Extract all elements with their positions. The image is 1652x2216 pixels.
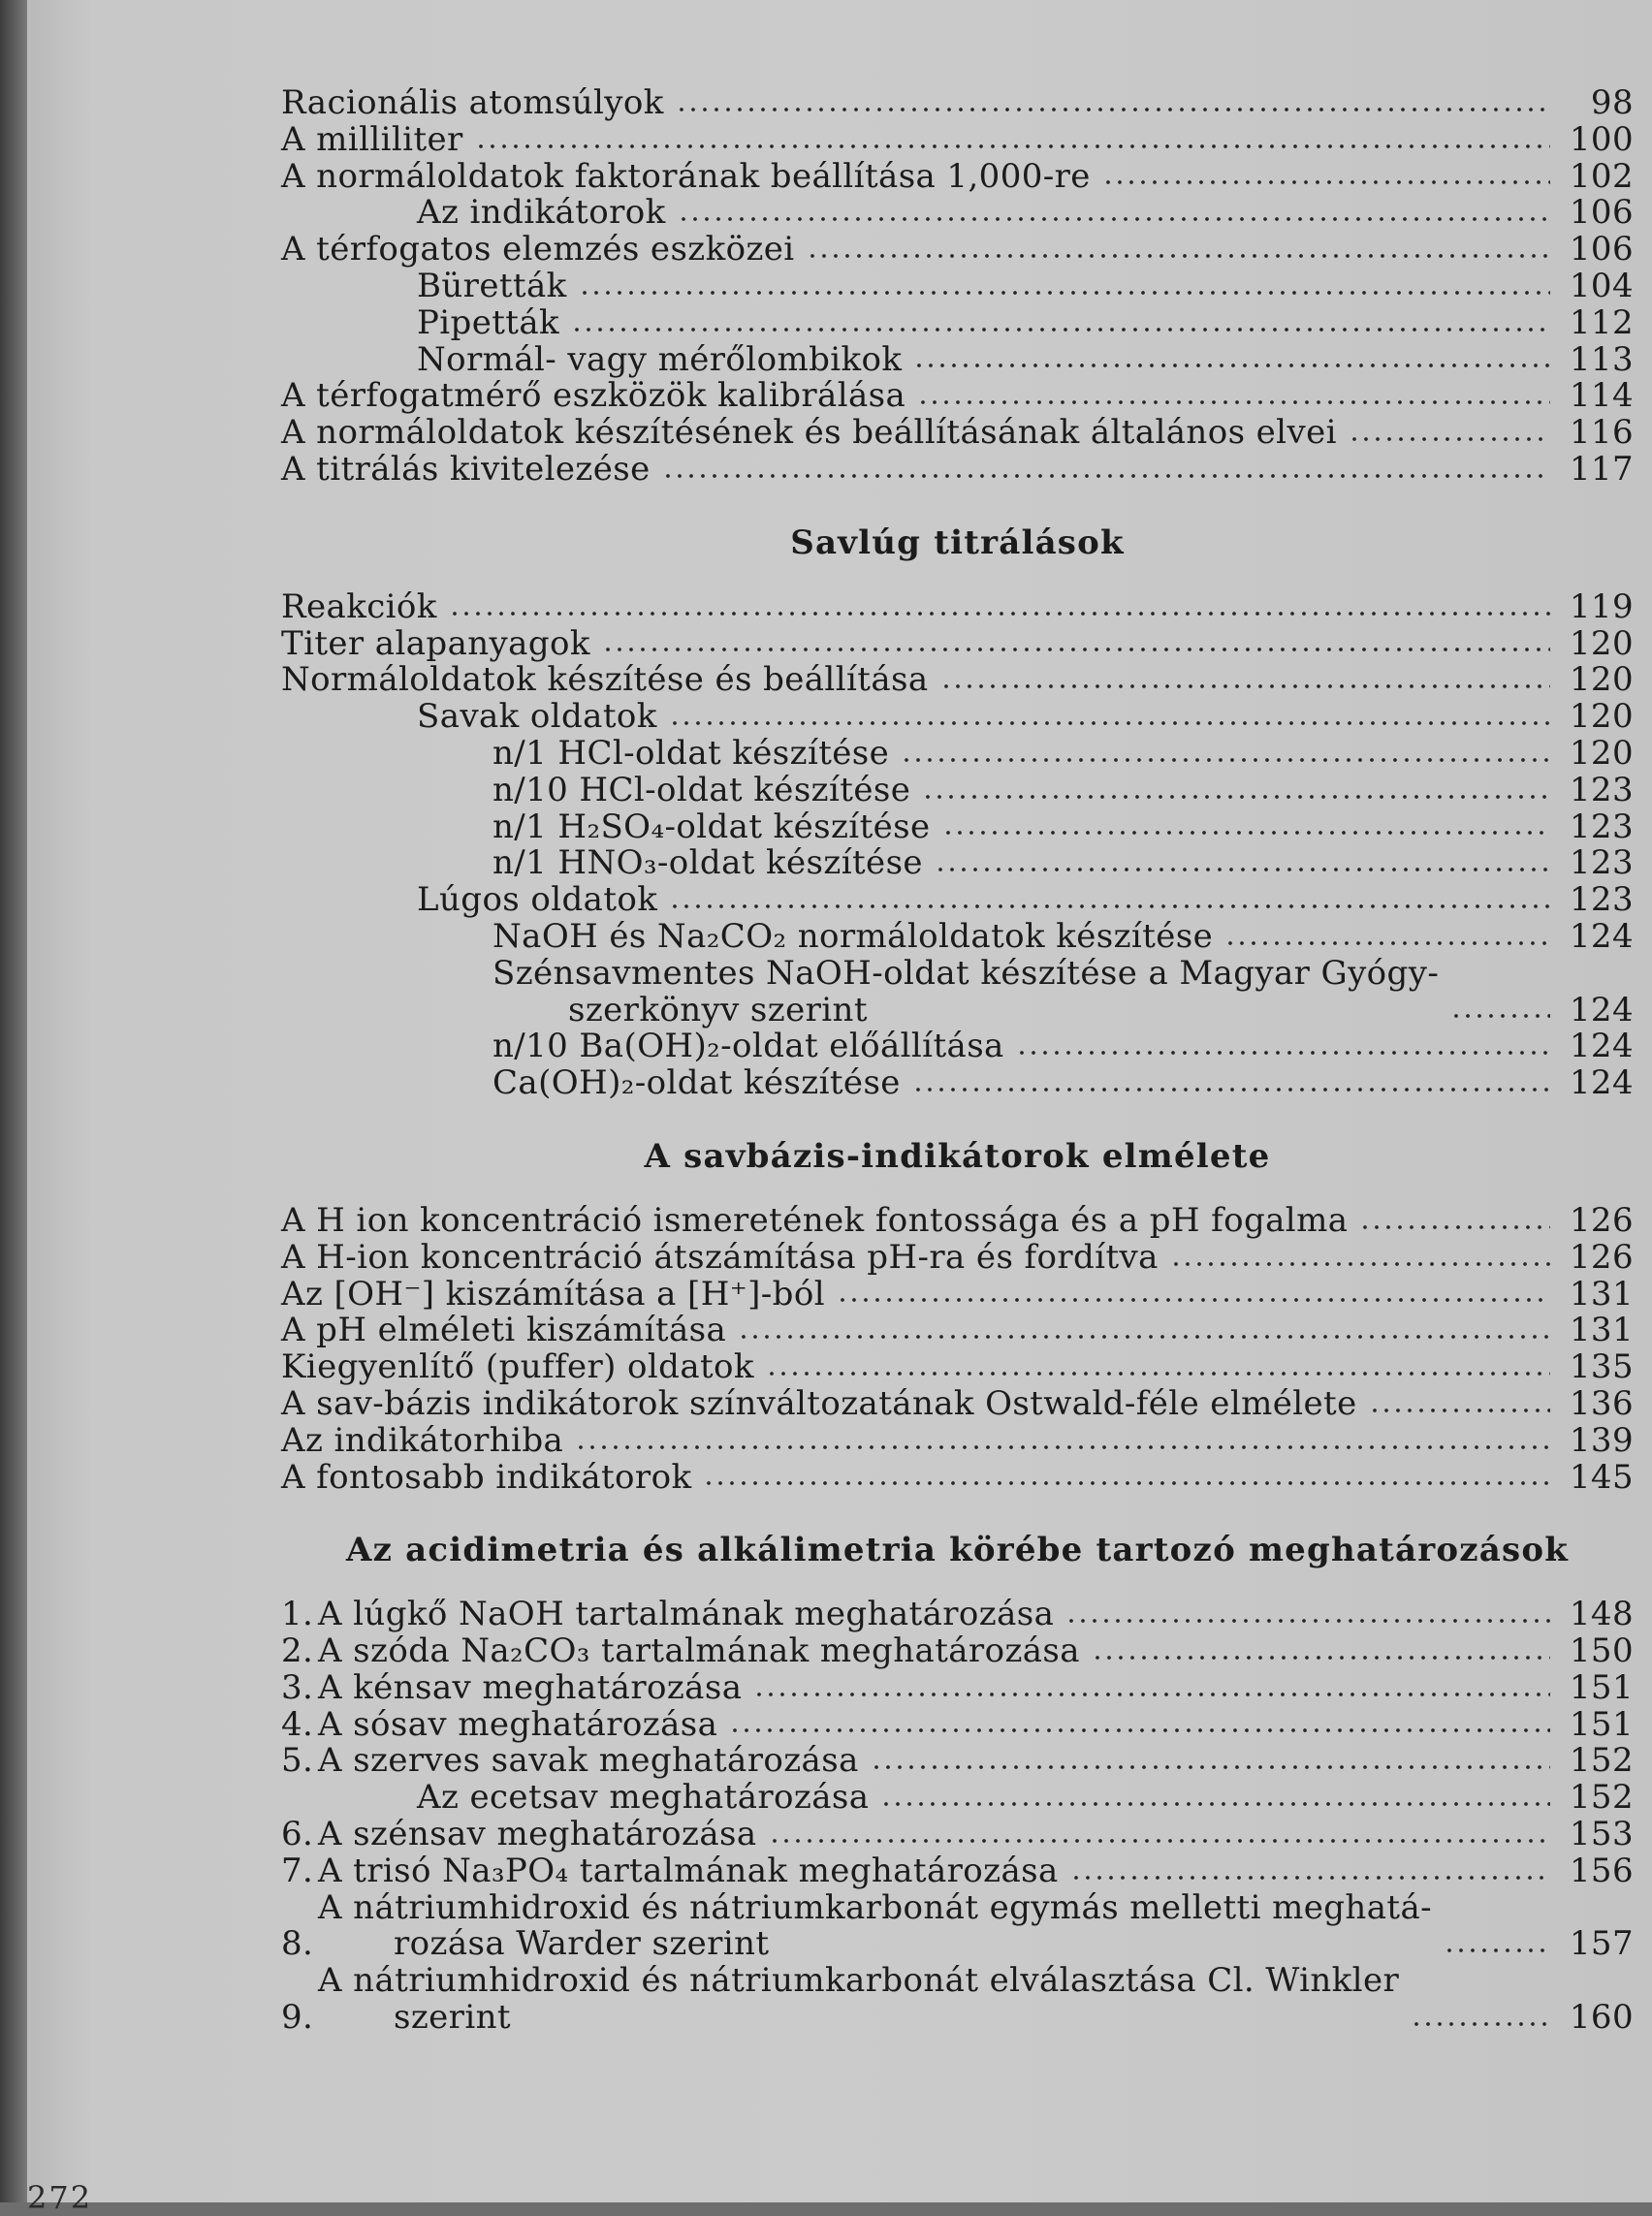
entry-page-number: 160: [1569, 1998, 1634, 2038]
entry-page-number: 145: [1569, 1457, 1634, 1497]
entry-title: [492, 1065, 901, 1102]
dot-leader: [913, 362, 1550, 369]
entry-title-text: Az ecetsav meghatározása: [417, 1778, 870, 1818]
dot-leader: [837, 1296, 1550, 1304]
toc-entry: [281, 232, 1634, 269]
toc-entry: [281, 1743, 1634, 1780]
entry-number: 1.: [281, 1595, 314, 1634]
toc-entry: [281, 1704, 1634, 1744]
entry-title: [492, 916, 1214, 956]
dot-leader: [669, 902, 1550, 910]
toc-entry: [281, 119, 1634, 159]
toc-entry: [281, 156, 1634, 196]
entry-title: [281, 378, 905, 415]
entry-page-number: 136: [1569, 1383, 1634, 1423]
dot-leader: [935, 866, 1550, 873]
toc-entry: [281, 1817, 1634, 1853]
entry-title-text: A H ion koncentráció ismeretének fontossága és a pH fogalma: [281, 1200, 1349, 1240]
entry-title-text: A lúgkő NaOH tartalmának meghatározása: [318, 1595, 1055, 1634]
entry-page-number: 123: [1569, 770, 1634, 809]
toc-entry: [281, 882, 1634, 919]
dot-leader: [1450, 1012, 1550, 1020]
entry-title: [417, 302, 560, 342]
dot-leader: [1102, 178, 1550, 186]
entry-page-number: 100: [1569, 119, 1634, 159]
entry-title: [281, 415, 1337, 452]
entry-page-number: 113: [1569, 339, 1634, 379]
dot-leader: [880, 1800, 1550, 1808]
entry-number: 3.: [281, 1667, 314, 1707]
toc-entry: [281, 339, 1634, 379]
entry-title: [318, 1817, 757, 1853]
entry-title-text: n/10 Ba(OH)₂-oldat előállítása: [492, 1027, 1004, 1066]
entry-title-text: n/1 HCl-oldat készítése: [492, 733, 890, 773]
entry-page-number: 152: [1569, 1741, 1634, 1781]
entry-title: [417, 699, 657, 736]
dot-leader: [1065, 1617, 1550, 1625]
entry-title-text: A milliliter: [281, 119, 463, 159]
entry-page-number: 148: [1569, 1595, 1634, 1634]
entry-title: [318, 1633, 1080, 1670]
entry-title-text: A titrálás kivitelezése: [281, 449, 651, 489]
toc-entry: [281, 770, 1634, 809]
dot-leader: [753, 1691, 1550, 1698]
toc-entry: [281, 916, 1634, 956]
entry-page-number: 116: [1569, 413, 1634, 453]
entry-title-text: A kénsav meghatározása: [318, 1667, 743, 1707]
toc-entry: [281, 699, 1634, 736]
dot-leader: [571, 326, 1550, 333]
dot-leader: [807, 252, 1550, 260]
entry-title: [281, 156, 1091, 196]
toc-entry: [281, 302, 1634, 342]
entry-title: [281, 1200, 1349, 1240]
entry-page-number: 120: [1569, 660, 1634, 700]
entry-page-number: 112: [1569, 302, 1634, 342]
section-heading: Az acidimetria és alkálimetria körébe tartozó meghatározások: [346, 1531, 1569, 1570]
dot-leader: [901, 756, 1550, 764]
entry-title-text: A trisó Na₃PO₄ tartalmának meghatározása: [318, 1851, 1059, 1890]
entry-title: [281, 1237, 1159, 1277]
entry-title: [417, 1780, 869, 1817]
entry-number: 4.: [281, 1704, 314, 1744]
entry-page-number: 120: [1569, 623, 1634, 663]
book-page: [27, 0, 1652, 2216]
entry-page-number: 152: [1569, 1778, 1634, 1818]
entry-page-number: 131: [1569, 1311, 1634, 1350]
dot-leader: [575, 1443, 1550, 1451]
entry-title-text: A nátriumhidroxid és nátriumkarbonát egymás melletti meghatá-: [318, 1887, 1433, 1927]
entry-title: [281, 623, 590, 663]
table-of-contents: [281, 85, 1634, 2037]
toc-entry: [281, 586, 1634, 626]
entry-title-text: A szóda Na₂CO₃ tartalmának meghatározása: [318, 1631, 1080, 1671]
entry-page-number: 126: [1569, 1237, 1634, 1277]
dot-leader: [917, 398, 1550, 406]
entry-title-text: Pipetták: [417, 302, 560, 342]
entry-title-text: A sav-bázis indikátorok színváltozatának Ostwald-féle elmélete: [281, 1383, 1357, 1423]
entry-number: 6.: [281, 1815, 314, 1854]
entry-title-text: A sósav meghatározása: [318, 1704, 718, 1744]
entry-title-text: A fontosabb indikátorok: [281, 1457, 692, 1497]
toc-entry: [281, 1313, 1634, 1349]
entry-title: [281, 1349, 754, 1386]
dot-leader: [1444, 1947, 1550, 1954]
dot-leader: [769, 1837, 1550, 1845]
entry-title: [281, 1457, 692, 1497]
dot-leader: [703, 1479, 1550, 1487]
toc-entry: [281, 1420, 1634, 1460]
dot-leader: [766, 1370, 1550, 1377]
entry-title: [417, 339, 903, 379]
toc-entry: [281, 1853, 1634, 1890]
toc-entry: [281, 266, 1634, 305]
entry-title-text: n/10 HCl-oldat készítése: [492, 770, 911, 809]
entry-title-text: Titer alapanyagok: [281, 623, 590, 663]
entry-title-text: A térfogatmérő eszközök kalibrálása: [281, 376, 906, 416]
section-heading: Savlúg titrálások: [790, 522, 1125, 562]
toc-entry: [281, 1065, 1634, 1102]
dot-leader: [579, 289, 1550, 297]
entry-number: 9.: [281, 1998, 314, 2038]
entry-page-number: 124: [1569, 1027, 1634, 1066]
entry-title-text: Az [OH⁻] kiszámítása a [H⁺]-ból: [281, 1274, 825, 1314]
toc-entry: [281, 1383, 1634, 1423]
entry-title-text: A szerves savak meghatározása: [318, 1741, 859, 1781]
page-number: 272: [27, 2179, 93, 2216]
entry-number: 8.: [281, 1924, 314, 1964]
entry-title-text: n/1 H₂SO₄-oldat készítése: [492, 807, 931, 846]
entry-page-number: 124: [1569, 990, 1634, 1029]
entry-page-number: 151: [1569, 1667, 1634, 1707]
dot-leader: [1359, 1223, 1550, 1231]
toc-entry: [281, 733, 1634, 773]
dot-leader: [912, 1086, 1550, 1093]
section-heading: A savbázis-indikátorok elmélete: [644, 1136, 1271, 1176]
entry-title: [281, 232, 795, 269]
dot-leader: [1170, 1260, 1550, 1268]
toc-entry: [281, 415, 1634, 452]
entry-title: [492, 733, 890, 773]
entry-page-number: 139: [1569, 1420, 1634, 1460]
dot-leader: [676, 106, 1550, 113]
toc-entry: [281, 1349, 1634, 1386]
entry-title-text: Szénsavmentes NaOH-oldat készítése a Magyar Gyógy-: [492, 953, 1440, 993]
dot-leader: [1411, 2020, 1550, 2028]
entry-page-number: 157: [1569, 1924, 1634, 1964]
entry-page-number: 106: [1569, 193, 1634, 233]
entry-page-number: 114: [1569, 376, 1634, 416]
entry-title-text: Büretták: [417, 266, 567, 305]
entry-page-number: 123: [1569, 807, 1634, 846]
toc-entry: [281, 1963, 1634, 2037]
entry-title: [492, 845, 923, 882]
entry-title-continuation: szerkönyv szerint: [568, 990, 868, 1029]
dot-leader: [602, 646, 1550, 653]
toc-entry: [281, 1780, 1634, 1817]
entry-title: [281, 1274, 825, 1314]
toc-entry: [281, 1667, 1634, 1707]
dot-leader: [1070, 1874, 1550, 1882]
entry-number: 5.: [281, 1741, 314, 1781]
entry-page-number: 123: [1569, 843, 1634, 883]
entry-title-continuation: rozása Warder szerint: [394, 1924, 770, 1964]
entry-page-number: 120: [1569, 733, 1634, 773]
dot-leader: [738, 1333, 1550, 1341]
toc-entry: [281, 195, 1634, 232]
toc-entry: [281, 809, 1634, 846]
toc-entry: [281, 1887, 1634, 1964]
dot-leader: [942, 829, 1550, 837]
entry-title: [492, 1029, 1004, 1065]
dot-leader: [940, 682, 1550, 690]
entry-page-number: 120: [1569, 697, 1634, 737]
entry-title: [318, 1743, 859, 1780]
entry-title-text: Reakciók: [281, 586, 437, 626]
book-spine-shadow: [0, 0, 27, 2202]
entry-title: [318, 1887, 1433, 1964]
entry-title: [281, 1383, 1357, 1423]
toc-entry: [281, 85, 1634, 122]
entry-title-text: Az indikátorhiba: [281, 1420, 564, 1460]
toc-entry: [281, 1597, 1634, 1633]
entry-number: 2.: [281, 1631, 314, 1671]
entry-title: [417, 195, 666, 232]
entry-title-text: Normál- vagy mérőlombikok: [417, 339, 903, 379]
toc-entry: [281, 845, 1634, 882]
entry-title-text: Ca(OH)₂-oldat készítése: [492, 1063, 901, 1103]
dot-leader: [1092, 1654, 1550, 1662]
entry-page-number: 124: [1569, 1063, 1634, 1103]
toc-entry: [281, 1200, 1634, 1240]
entry-title-text: A normáloldatok készítésének és beállításának általános elvei: [281, 413, 1337, 453]
entry-page-number: 153: [1569, 1815, 1634, 1854]
entry-title: [281, 449, 651, 489]
entry-page-number: 104: [1569, 266, 1634, 305]
entry-page-number: 98: [1590, 83, 1634, 122]
entry-page-number: 135: [1569, 1347, 1634, 1387]
entry-title-text: A szénsav meghatározása: [318, 1815, 757, 1854]
dot-leader: [1349, 435, 1550, 443]
entry-title: [281, 119, 463, 159]
entry-page-number: 119: [1569, 586, 1634, 626]
dot-leader: [729, 1726, 1550, 1734]
dot-leader: [475, 142, 1550, 150]
entry-page-number: 117: [1569, 449, 1634, 489]
entry-title: [281, 1313, 726, 1349]
entry-title: [417, 266, 567, 305]
dot-leader: [1224, 939, 1550, 947]
entry-title: [318, 1667, 743, 1707]
entry-title: [318, 1853, 1059, 1890]
dot-leader: [662, 472, 1550, 480]
entry-page-number: 156: [1569, 1851, 1634, 1890]
toc-entry: [281, 623, 1634, 663]
entry-title: [318, 1597, 1054, 1633]
entry-page-number: 124: [1569, 916, 1634, 956]
entry-page-number: 131: [1569, 1274, 1634, 1314]
entry-title-text: NaOH és Na₂CO₂ normáloldatok készítése: [492, 916, 1214, 956]
toc-entry: [281, 1274, 1634, 1314]
toc-entry: [281, 1237, 1634, 1277]
entry-title-text: A nátriumhidroxid és nátriumkarbonát elválasztása Cl. Winkler: [318, 1961, 1400, 2001]
entry-title: [281, 85, 664, 122]
entry-title: [318, 1704, 718, 1744]
entry-title: [417, 882, 657, 919]
entry-title-text: A normáloldatok faktorának beállítása 1,000-re: [281, 156, 1091, 196]
entry-title: [281, 662, 929, 699]
entry-title-text: A térfogatos elemzés eszközei: [281, 230, 795, 269]
toc-entry: [281, 662, 1634, 699]
entry-title-text: Normáloldatok készítése és beállítása: [281, 660, 929, 700]
toc-entry: [281, 1457, 1634, 1497]
dot-leader: [922, 793, 1550, 801]
entry-title-text: Lúgos oldatok: [417, 880, 658, 920]
toc-entry: [281, 378, 1634, 415]
entry-title-continuation: szerint: [394, 1998, 511, 2038]
dot-leader: [1369, 1407, 1550, 1414]
entry-title-text: A pH elméleti kiszámítása: [281, 1311, 727, 1350]
entry-title-text: Savak oldatok: [417, 697, 657, 737]
entry-page-number: 123: [1569, 880, 1634, 920]
entry-title-text: n/1 HNO₃-oldat készítése: [492, 843, 923, 883]
dot-leader: [669, 719, 1550, 727]
entry-title: [281, 1420, 564, 1460]
toc-entry: [281, 449, 1634, 489]
entry-title: [492, 809, 931, 846]
entry-number: 7.: [281, 1851, 314, 1890]
toc-entry: [281, 953, 1634, 1029]
entry-title: [318, 1963, 1399, 2037]
entry-page-number: 126: [1569, 1200, 1634, 1240]
dot-leader: [1016, 1049, 1550, 1057]
entry-page-number: 106: [1569, 230, 1634, 269]
entry-page-number: 151: [1569, 1704, 1634, 1744]
entry-title-text: Az indikátorok: [417, 193, 666, 233]
toc-entry: [281, 1029, 1634, 1065]
entry-title-text: Kiegyenlítő (puffer) oldatok: [281, 1347, 754, 1387]
entry-title: [492, 953, 1440, 1029]
entry-title-text: Racionális atomsúlyok: [281, 83, 664, 122]
dot-leader: [678, 215, 1550, 223]
entry-title-text: A H-ion koncentráció átszámítása pH-ra és fordítva: [281, 1237, 1159, 1277]
entry-title: [492, 770, 911, 809]
toc-entry: [281, 1633, 1634, 1670]
entry-page-number: 102: [1569, 156, 1634, 196]
dot-leader: [871, 1763, 1550, 1771]
entry-title: [281, 586, 437, 626]
entry-page-number: 150: [1569, 1631, 1634, 1671]
dot-leader: [449, 610, 1550, 617]
